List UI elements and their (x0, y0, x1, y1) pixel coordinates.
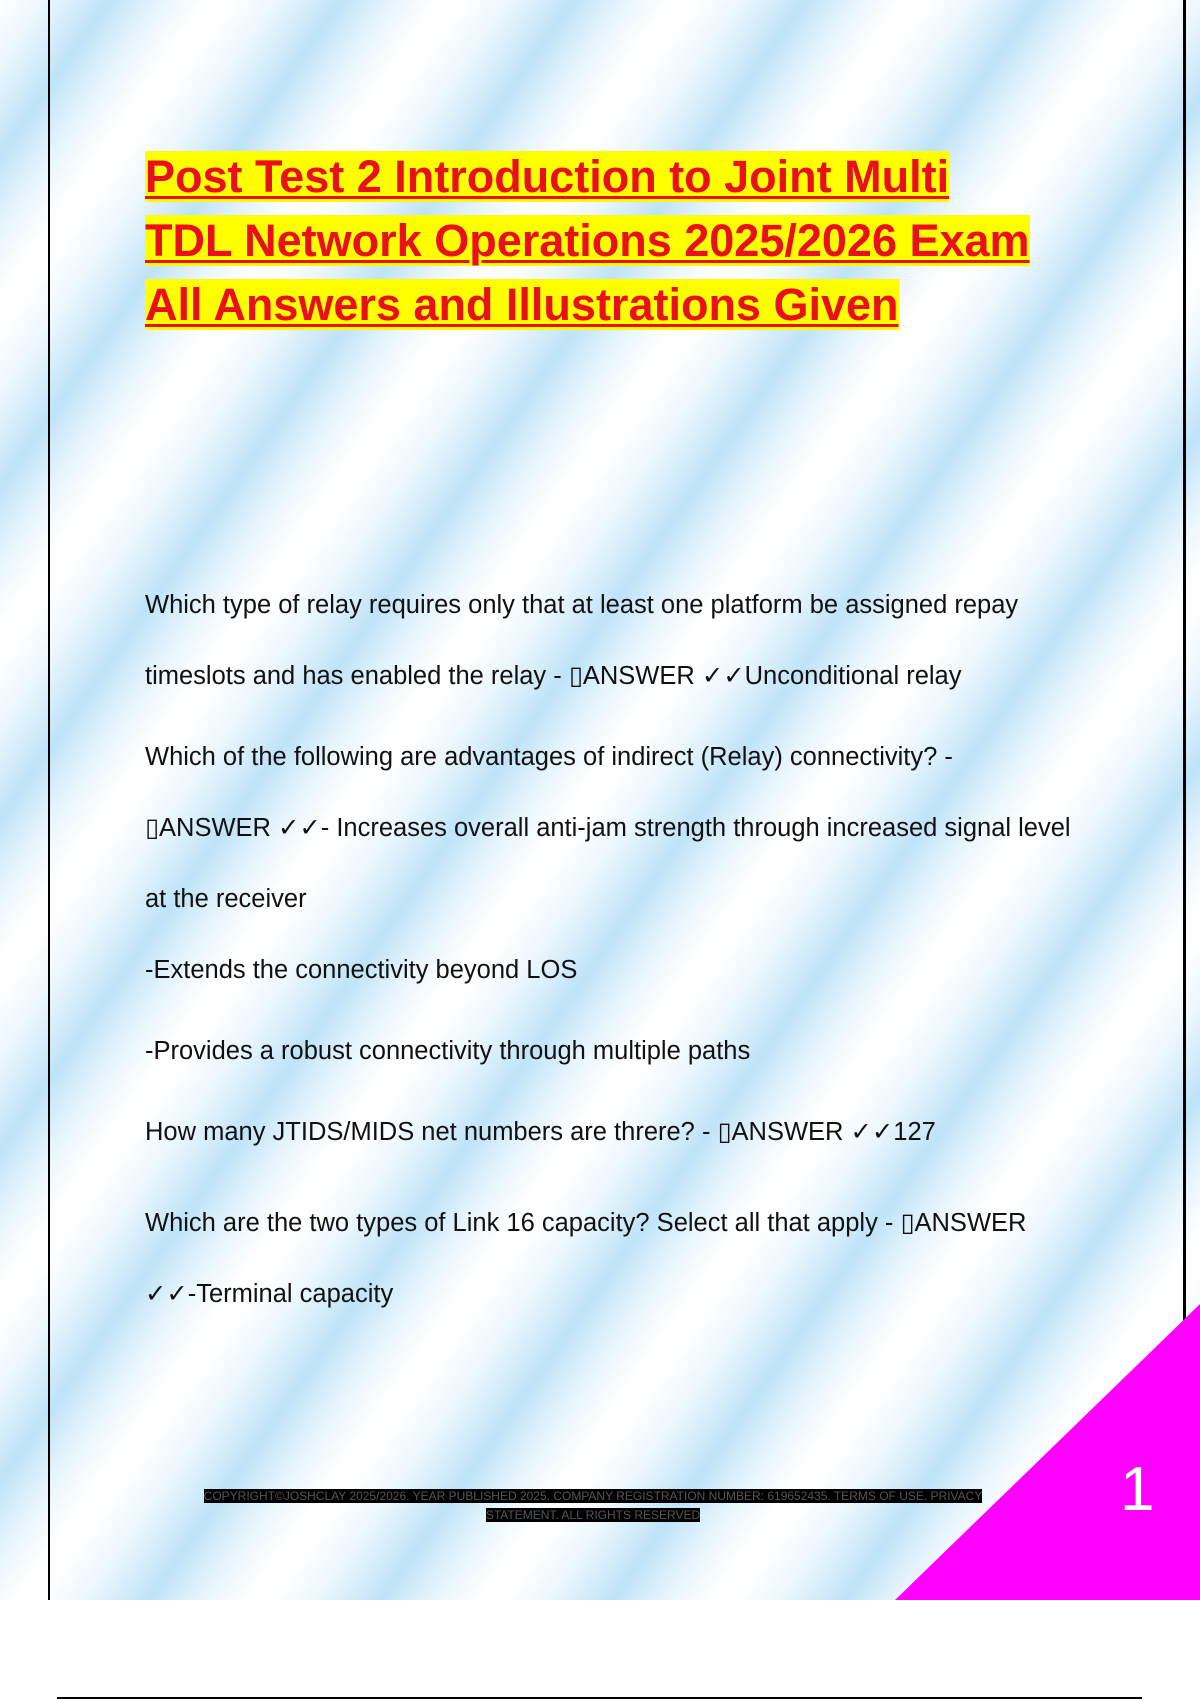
copyright-text: COPYRIGHT©JOSHCLAY 2025/2026. YEAR PUBLISHED 2025. COMPANY REGISTRATION NUMBER: 619652435. TERMS OF USE. PRIVACY STATEMENT. ALL RIGHTS RESERVED (203, 1489, 983, 1522)
qa-item-net-numbers: How many JTIDS/MIDS net numbers are threre? - ▯ANSWER ✓✓127 (145, 1118, 936, 1146)
bottom-rule (57, 1697, 1142, 1699)
copyright-footer (178, 1487, 1008, 1525)
qa-item-relay-type: Which type of relay requires only that at least one platform be assigned repay timeslots and has enabled the relay - ▯ANSWER ✓✓Unconditional relay (145, 591, 1019, 690)
corner-triangle (895, 1304, 1200, 1600)
page-number: 1 (1120, 1455, 1155, 1524)
qa-content (145, 570, 1075, 1346)
qa-item-extends-connectivity: -Extends the connectivity beyond LOS (145, 956, 578, 984)
qa-item-capacity-types: Which are the two types of Link 16 capacity? Select all that apply - ▯ANSWER ✓✓-Terminal capacity (145, 1209, 1027, 1308)
document-title (145, 145, 1045, 337)
qa-item-relay-advantages: Which of the following are advantages of indirect (Relay) connectivity? - ▯ANSWER ✓✓- Increases overall anti-jam strength through increased signal level at the receiver (145, 743, 1071, 913)
qa-item-robust-connectivity: -Provides a robust connectivity through multiple paths (145, 1037, 751, 1065)
document-title-text: Post Test 2 Introduction to Joint Multi TDL Network Operations 2025/2026 Exam All Answers and Illustrations Given (145, 151, 1030, 330)
page-border-left (48, 0, 50, 1600)
